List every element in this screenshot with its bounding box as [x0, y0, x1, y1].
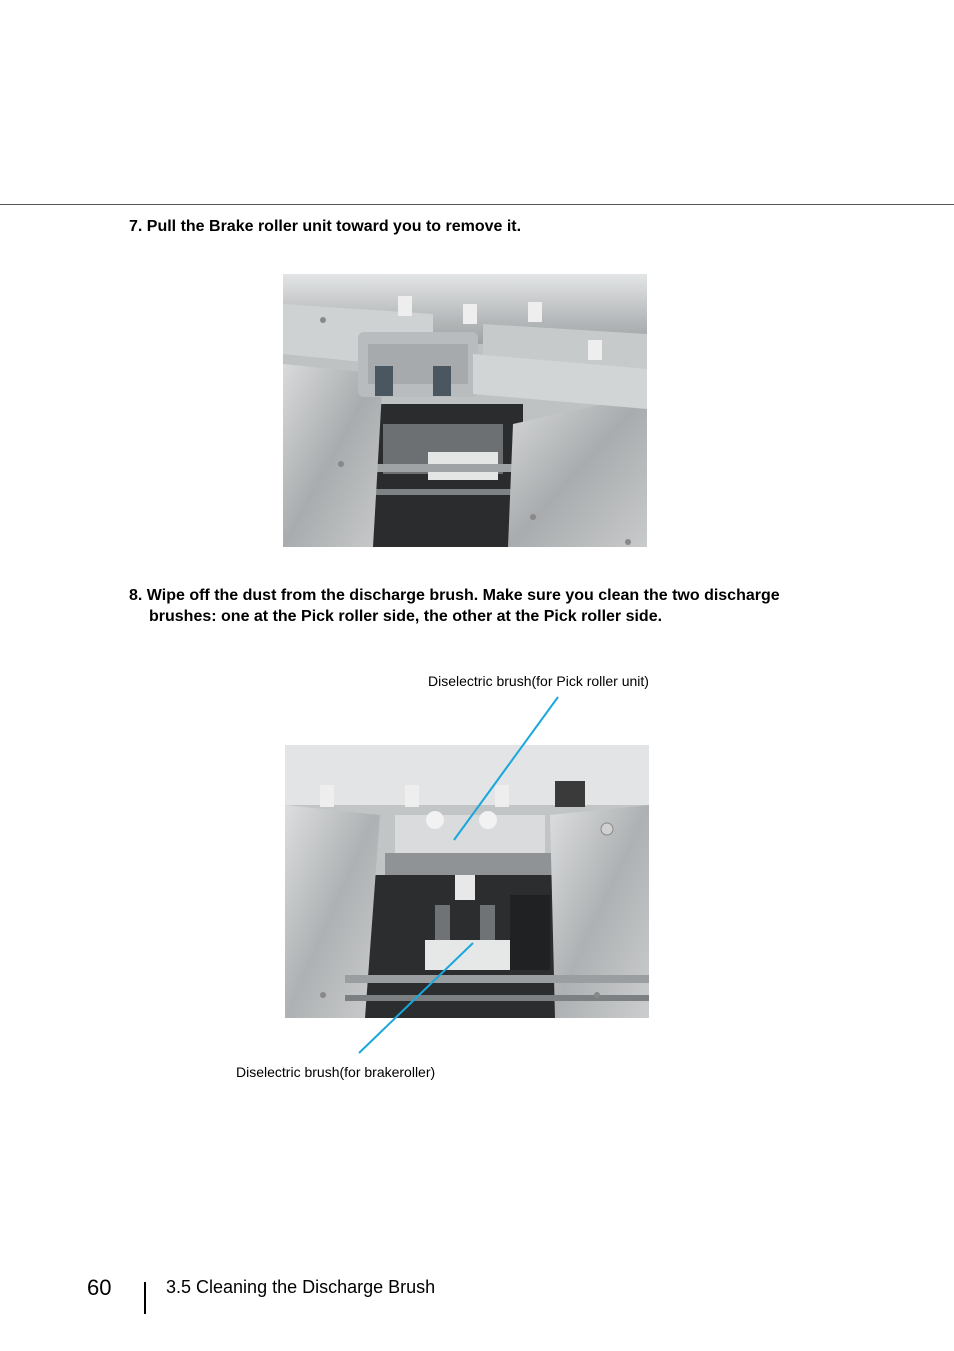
step-7-instruction: 7. Pull the Brake roller unit toward you to remove it.: [129, 218, 522, 235]
step-8-line-1: 8. Wipe off the dust from the discharge brush. Make sure you clean the two discharge: [129, 587, 780, 604]
pick-roller-brush-callout: Diselectric brush(for Pick roller unit): [428, 673, 649, 689]
page-number: 60: [87, 1275, 112, 1300]
step-8-instruction: [129, 585, 849, 627]
footer-divider: [144, 1282, 146, 1314]
brake-roller-illustration: [283, 274, 647, 547]
brake-roller-brush-callout: Diselectric brush(for brakeroller): [236, 1064, 436, 1080]
header-rule: [0, 204, 954, 205]
discharge-brush-photo: [285, 745, 649, 1018]
brake-roller-photo: [283, 274, 647, 547]
footer-section-title: 3.5 Cleaning the Discharge Brush: [166, 1277, 436, 1297]
step-8-line-2: brushes: one at the Pick roller side, the other at the Pick roller side.: [149, 608, 663, 625]
discharge-brush-illustration: [285, 745, 649, 1018]
